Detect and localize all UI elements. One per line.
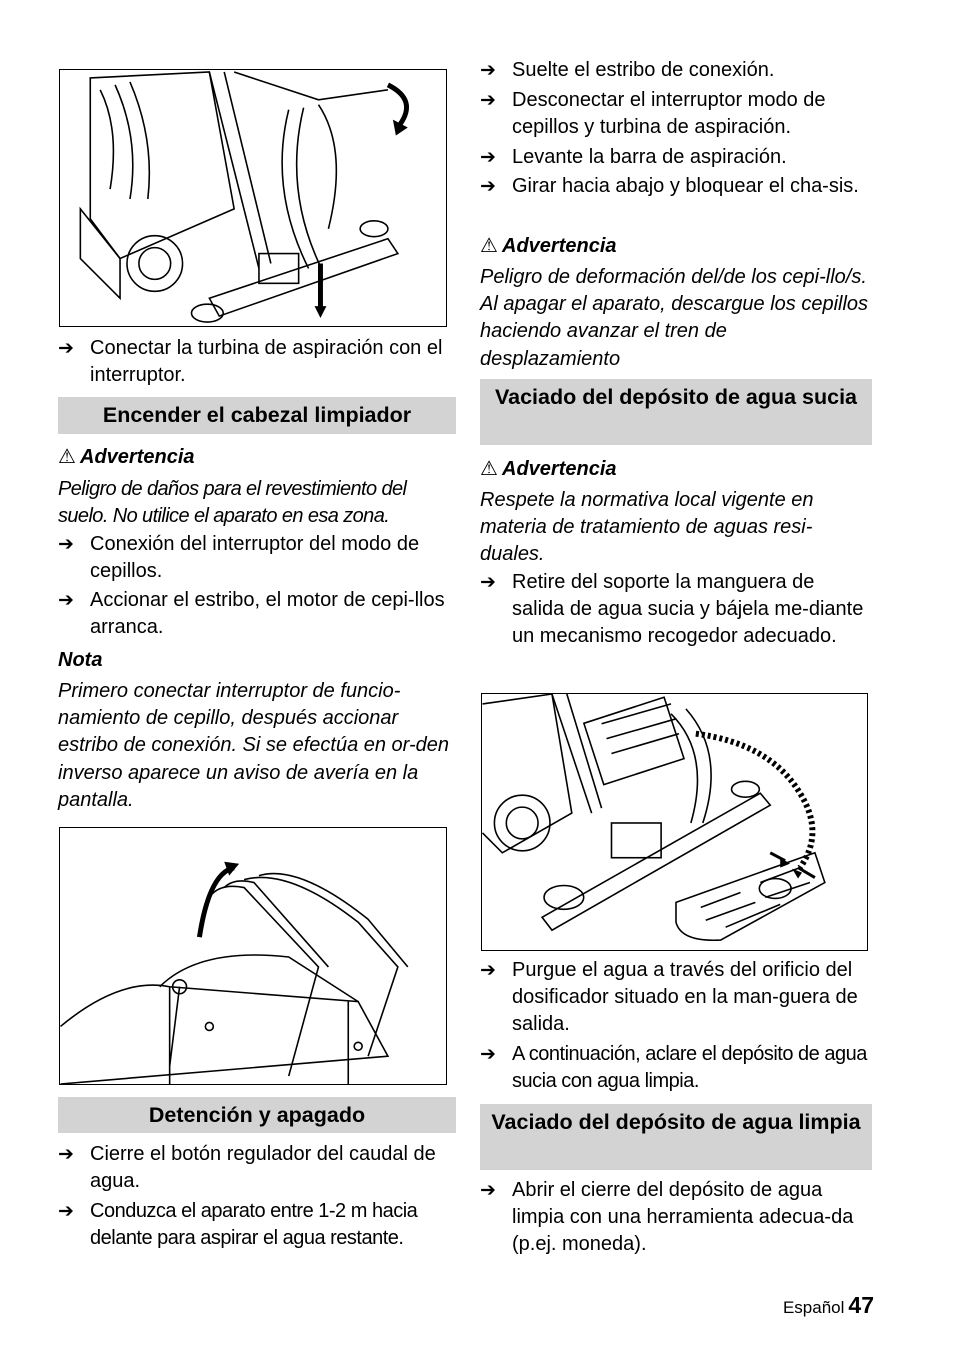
page-number: 47 bbox=[848, 1292, 874, 1318]
warning-text-3: Respete la normativa local vigente en materia de tratamiento de aguas resi-duales. bbox=[480, 489, 814, 566]
arrow-right-icon: ➔ bbox=[480, 147, 496, 168]
heading-vaciado-limpia: Vaciado del depósito de agua limpia bbox=[480, 1104, 872, 1170]
bullet-retire-manguera: ➔ Retire del soporte la manguera de salida de agua sucia y bájela me-diante un mecanismo recogedor adecuado. bbox=[480, 571, 864, 648]
arrow-right-icon: ➔ bbox=[480, 1044, 496, 1065]
bullet-purgue-agua: ➔ Purgue el agua a través del orificio del dosificador situado en la man-guera de salida. bbox=[480, 959, 858, 1036]
page-footer bbox=[783, 1292, 874, 1319]
footer-language: Español bbox=[782, 1298, 845, 1317]
bullet-abrir-cierre: ➔ Abrir el cierre del depósito de agua limpia con una herramienta adecua-da (p.ej. moneda). bbox=[480, 1179, 854, 1256]
bullet-accionar-estribo: ➔ Accionar el estribo, el motor de cepi-llos arranca. bbox=[58, 589, 445, 639]
warning-triangle-icon: ⚠ bbox=[480, 235, 498, 257]
bullet-desconectar: ➔ Desconectar el interruptor modo de cepillos y turbina de aspiración. bbox=[480, 89, 826, 139]
heading-encender-cabezal: Encender el cabezal limpiador bbox=[58, 397, 456, 434]
bullet-cierre-boton: ➔ Cierre el botón regulador del caudal de agua. bbox=[58, 1143, 436, 1193]
arrow-right-icon: ➔ bbox=[480, 960, 496, 981]
figure-drain-hose bbox=[481, 693, 868, 951]
heading-detencion: Detención y apagado bbox=[58, 1097, 456, 1133]
bullet-conexion-modo: ➔ Conexión del interruptor del modo de cepillos. bbox=[58, 533, 420, 583]
drain-hose-illustration bbox=[482, 694, 867, 950]
warning-title-2: ⚠ Advertencia bbox=[480, 235, 617, 257]
warning-title-3: ⚠ Advertencia bbox=[480, 458, 617, 480]
arrow-right-icon: ➔ bbox=[480, 60, 496, 81]
arrow-right-icon: ➔ bbox=[480, 1180, 496, 1201]
warning-triangle-icon: ⚠ bbox=[58, 446, 76, 468]
arrow-right-icon: ➔ bbox=[480, 176, 496, 197]
figure-handle-bar bbox=[59, 827, 447, 1085]
heading-vaciado-sucia: Vaciado del depósito de agua sucia bbox=[480, 379, 872, 445]
nota-title: Nota bbox=[58, 649, 103, 671]
machine-hose-illustration bbox=[60, 70, 446, 326]
bullet-girar-chasis: ➔ Girar hacia abajo y bloquear el cha-sis. bbox=[480, 173, 872, 200]
warning-text-1: Peligro de daños para el revestimiento del suelo. No utilice el aparato en esa zona. bbox=[58, 478, 407, 528]
bullet-aclare-deposito: ➔ A continuación, aclare el depósito de agua sucia con agua limpia. bbox=[480, 1043, 867, 1093]
arrow-right-icon: ➔ bbox=[58, 1201, 74, 1222]
arrow-right-icon: ➔ bbox=[58, 1144, 74, 1165]
arrow-right-icon: ➔ bbox=[480, 90, 496, 111]
nota-text: Primero conectar interruptor de funcio-namiento de cepillo, después accionar estribo de conexión. Si se efectúa en or-den inverso aparece un aviso de avería en la pantalla. bbox=[58, 680, 449, 811]
bullet-conduzca: ➔ Conduzca el aparato entre 1-2 m hacia delante para aspirar el agua restante. bbox=[58, 1200, 418, 1250]
arrow-right-icon: ➔ bbox=[58, 338, 74, 359]
arrow-right-icon: ➔ bbox=[58, 534, 74, 555]
warning-triangle-icon: ⚠ bbox=[480, 458, 498, 480]
arrow-right-icon: ➔ bbox=[58, 590, 74, 611]
bullet-suelte-estribo: ➔ Suelte el estribo de conexión. bbox=[480, 57, 872, 84]
bullet-conectar-turbina: ➔ Conectar la turbina de aspiración con el interruptor. bbox=[58, 337, 443, 387]
arrow-right-icon: ➔ bbox=[480, 572, 496, 593]
bullet-levante-barra: ➔ Levante la barra de aspiración. bbox=[480, 144, 872, 171]
warning-text-2: Peligro de deformación del/de los cepi-llo/s. Al apagar el aparato, descargue los cepillos haciendo avanzar el tren de desplazamiento bbox=[480, 266, 869, 370]
warning-title-1: ⚠ Advertencia bbox=[58, 446, 195, 468]
figure-machine-hose bbox=[59, 69, 447, 327]
handle-bar-illustration bbox=[60, 828, 446, 1084]
